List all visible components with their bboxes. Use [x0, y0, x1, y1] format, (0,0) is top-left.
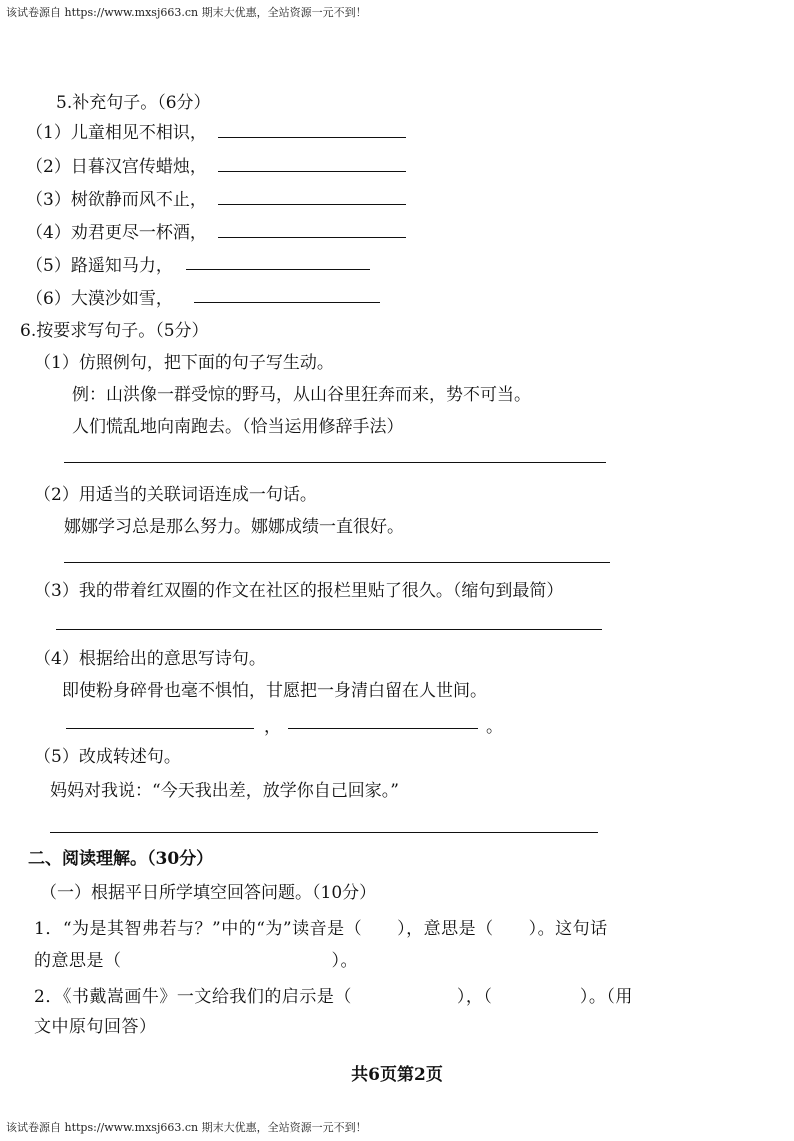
part2-q2-line2: 文中原句回答）	[34, 1017, 157, 1037]
part2-sub1-title: （一）根据平日所学填空回答问题。（10分）	[40, 883, 377, 903]
q5-item-2: （2）日暮汉宫传蜡烛，	[26, 157, 207, 177]
q5-answer-line-4[interactable]	[218, 237, 406, 238]
q6-s2-answer-line[interactable]	[64, 562, 610, 563]
q5-item-4: （4）劝君更尽一杯酒，	[26, 223, 207, 243]
q6-s4-text: 即使粉身碎骨也毫不惧怕，甘愿把一身清白留在人世间。	[62, 681, 487, 701]
q6-s5-text: 妈妈对我说：“今天我出差，放学你自己回家。”	[50, 781, 399, 801]
q6-s4-period: 。	[486, 717, 503, 737]
q5-item-3: （3）树欲静而风不止，	[26, 190, 207, 210]
q5-answer-line-5[interactable]	[186, 269, 370, 270]
q6-s1-title: （1）仿照例句，把下面的句子写生动。	[34, 353, 334, 373]
q6-s4-answer-line-1[interactable]	[66, 728, 254, 729]
q5-item-1: （1）儿童相见不相识，	[26, 123, 207, 143]
q5-answer-line-2[interactable]	[218, 171, 406, 172]
q6-s4-answer-line-2[interactable]	[288, 728, 478, 729]
q5-item-5: （5）路遥知马力，	[26, 256, 173, 276]
q6-s1-text: 人们慌乱地向南跑去。（恰当运用修辞手法）	[72, 417, 404, 437]
part2-q2-line1: 2．《书戴嵩画牛》一文给我们的启示是（ ），（ ）。（用	[34, 987, 633, 1007]
q6-s5-answer-line[interactable]	[50, 832, 598, 833]
q6-s2-text: 娜娜学习总是那么努力。娜娜成绩一直很好。	[64, 517, 404, 537]
q6-s5-title: （5）改成转述句。	[34, 747, 181, 767]
q6-s2-title: （2）用适当的关联词语连成一句话。	[34, 485, 317, 505]
part2-q1-line2: 的意思是（ ）。	[34, 951, 358, 971]
q5-answer-line-1[interactable]	[218, 137, 406, 138]
q6-title: 6.按要求写句子。（5分）	[20, 321, 209, 341]
part2-title: 二、阅读理解。（30分）	[28, 849, 214, 869]
q6-s1-answer-line[interactable]	[64, 462, 606, 463]
part2-q1-line1: 1．“为是其智弗若与？”中的“为”读音是（ ），意思是（ ）。这句话	[34, 919, 608, 939]
page-footer-watermark: 该试卷源自 https://www.mxsj663.cn 期末大优惠，全站资源一元不到！	[6, 1121, 367, 1134]
q6-s3-answer-line[interactable]	[56, 629, 602, 630]
q5-title: 5.补充句子。（6分）	[56, 93, 211, 113]
q6-s4-title: （4）根据给出的意思写诗句。	[34, 649, 266, 669]
q6-s3-title: （3）我的带着红双圈的作文在社区的报栏里贴了很久。（缩句到最简）	[34, 581, 564, 601]
page-number: 共6页第2页	[351, 1065, 443, 1085]
page-header-watermark: 该试卷源自 https://www.mxsj663.cn 期末大优惠，全站资源一元不到！	[6, 6, 367, 19]
q5-answer-line-3[interactable]	[218, 204, 406, 205]
q6-s4-comma: ，	[264, 717, 281, 737]
q6-s1-example: 例：山洪像一群受惊的野马，从山谷里狂奔而来，势不可当。	[72, 385, 531, 405]
q5-answer-line-6[interactable]	[194, 302, 380, 303]
q5-item-6: （6）大漠沙如雪，	[26, 289, 173, 309]
